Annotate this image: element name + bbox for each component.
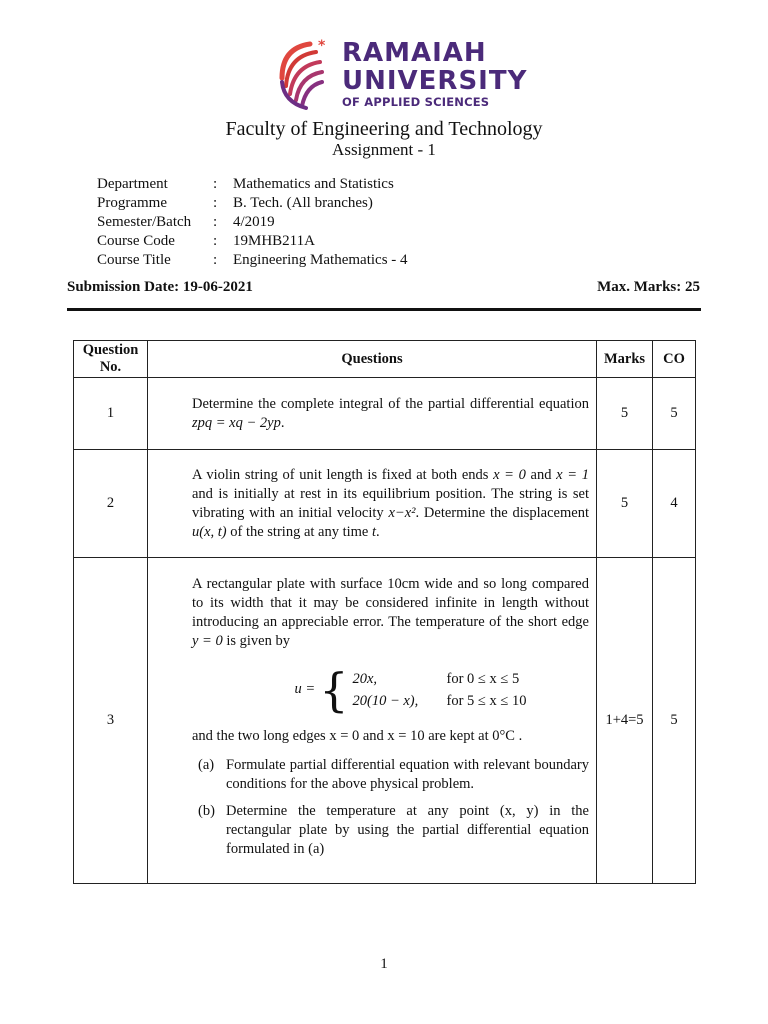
- meta-row-department: Department : Mathematics and Statistics: [97, 176, 394, 192]
- university-logo: [276, 38, 528, 112]
- meta-row-programme: Programme : B. Tech. (All branches): [97, 195, 373, 211]
- header-questions: Questions: [148, 341, 597, 378]
- meta-row-course-code: Course Code : 19MHB211A: [97, 233, 315, 249]
- subquestion-b: (b) Determine the temperature at any point (x, y) in the rectangular plate by using the partial differential equation formulated in (a): [198, 802, 589, 857]
- table-row: [74, 558, 696, 884]
- course-details: [97, 175, 408, 270]
- header-question-no: Question No.: [74, 341, 148, 378]
- subquestions: [198, 756, 589, 859]
- question-marks: 5: [597, 450, 653, 558]
- question-co: 5: [653, 378, 696, 450]
- question-marks: 1+4=5: [597, 558, 653, 884]
- question-text: A violin string of unit length is fixed at both ends x = 0 and x = 1 and is initially at rest in its equilibrium position. The string is set vibrating with an initial velocity x−x². Determine the displacement u(x, t) of the string at any time t.: [148, 450, 597, 558]
- meta-key: Course Code: [97, 233, 175, 249]
- meta-value: B. Tech. (All branches): [233, 195, 373, 211]
- question-co: 5: [653, 558, 696, 884]
- page-number: 1: [380, 956, 388, 972]
- meta-value: Engineering Mathematics - 4: [233, 252, 408, 268]
- meta-key: Semester/Batch: [97, 214, 192, 230]
- question-number: 1: [74, 378, 148, 450]
- meta-key: Course Title: [97, 252, 171, 268]
- meta-row-semester: Semester/Batch : 4/2019: [97, 214, 275, 230]
- question-marks: 5: [597, 378, 653, 450]
- header-divider: [67, 308, 701, 311]
- table-header-row: [74, 341, 696, 378]
- meta-key: Department: [97, 176, 168, 192]
- meta-value: Mathematics and Statistics: [233, 176, 394, 192]
- piecewise-equation: u = { 20x, for 0 ≤ x ≤ 5 20(10 − x), for 5 ≤ x ≤ 10: [294, 662, 527, 717]
- svg-text:*: *: [318, 38, 326, 54]
- meta-key: Programme: [97, 195, 167, 211]
- logo-word-ramaiah: RAMAIAH: [342, 38, 487, 68]
- meta-row-course-title: Course Title : Engineering Mathematics - 4: [97, 252, 408, 268]
- table-row: [74, 378, 696, 450]
- logo-word-applied-sciences: OF APPLIED SCIENCES: [342, 95, 490, 109]
- logo-emblem-icon: [276, 38, 338, 112]
- meta-value: 19MHB211A: [233, 233, 315, 249]
- assignment-title: Assignment - 1: [332, 140, 436, 159]
- question-text: A rectangular plate with surface 10cm wide and so long compared to its width that it may be considered infinite in length without introducing an appreciable error. The temperature of the short edge y = 0 is given by u = { 20x, for 0 ≤ x ≤ 5 20(10 − x), for 5 ≤ x ≤ 10 and the two long edges x = 0 and x = 10 are kept at 0°C . (a) Formulate partial differential equation with relevant boundary conditions for the above physical problem. (b) Determine the temperature at any point (x, y) in the rectangular plate by using the partial differential equation formulated in (a): [148, 558, 597, 884]
- max-marks: Max. Marks: 25: [597, 279, 700, 295]
- question-number: 3: [74, 558, 148, 884]
- header-marks: Marks: [597, 341, 653, 378]
- header-co: CO: [653, 341, 696, 378]
- faculty-title: Faculty of Engineering and Technology: [225, 118, 543, 140]
- meta-value: 4/2019: [233, 214, 275, 230]
- question-co: 4: [653, 450, 696, 558]
- question-number: 2: [74, 450, 148, 558]
- submission-date: Submission Date: 19-06-2021: [67, 279, 253, 295]
- question-text: Determine the complete integral of the partial differential equation zpq = xq − 2yp.: [148, 378, 597, 450]
- table-row: [74, 450, 696, 558]
- questions-table: [73, 340, 696, 884]
- logo-word-university: UNIVERSITY: [342, 66, 528, 96]
- subquestion-a: (a) Formulate partial differential equation with relevant boundary conditions for the above physical problem.: [198, 756, 589, 792]
